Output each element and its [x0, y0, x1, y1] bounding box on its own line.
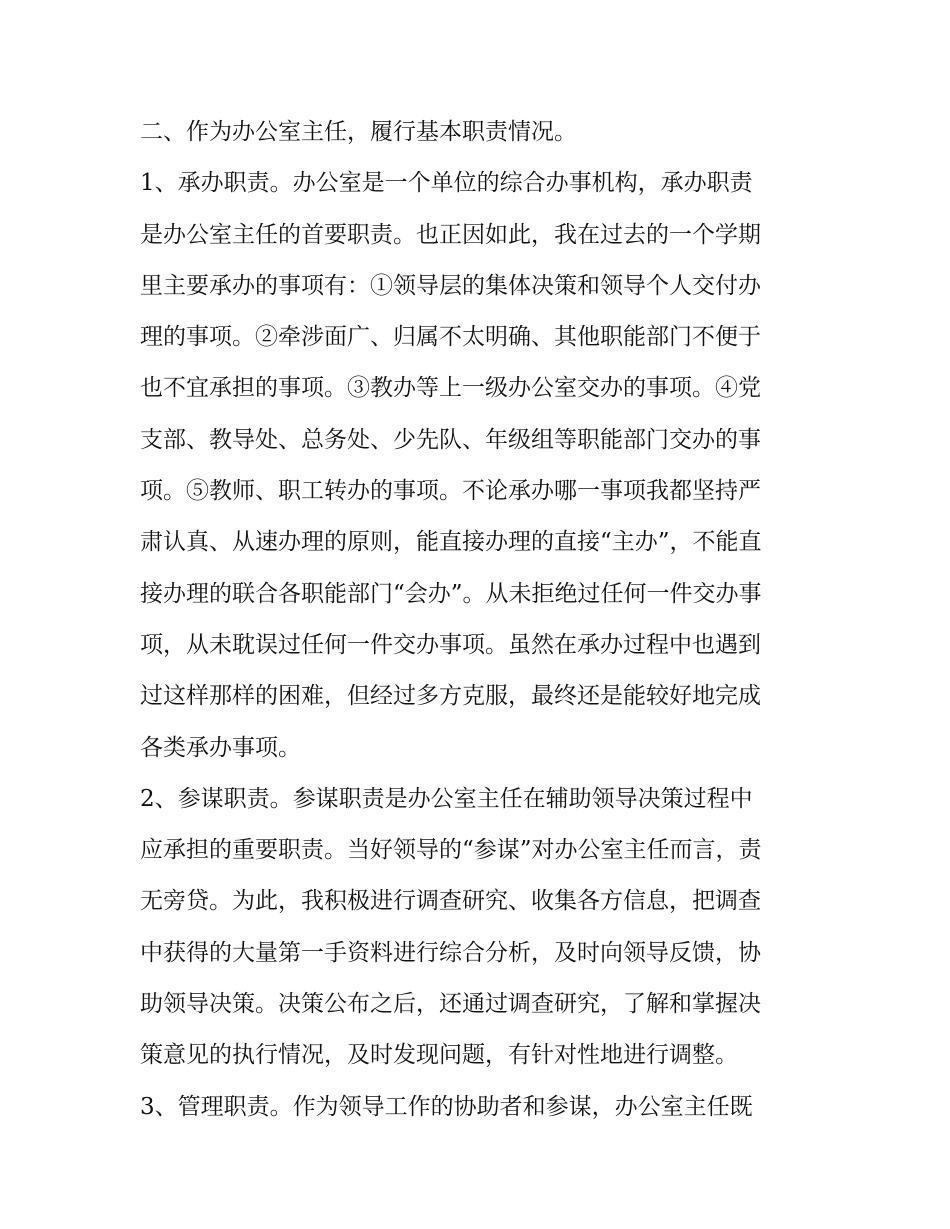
text-line: 项。⑤教师、职工转办的事项。不论承办哪一事项我都坚持严: [140, 478, 761, 505]
text-line: 1、承办职责。办公室是一个单位的综合办事机构，承办职责: [140, 170, 753, 197]
text-line: 理的事项。②牵涉面广、归属不太明确、其他职能部门不便于: [140, 324, 761, 351]
text-line: 是办公室主任的首要职责。也正因如此，我在过去的一个学期: [140, 221, 761, 248]
text-line: 各类承办事项。: [140, 734, 301, 761]
text-line: 项，从未耽误过任何一件交办事项。虽然在承办过程中也遇到: [140, 631, 761, 658]
text-line: 也不宜承担的事项。③教办等上一级办公室交办的事项。④党: [140, 375, 761, 402]
text-line: 肃认真、从速办理的原则，能直接办理的直接“主办”，不能直: [140, 529, 762, 556]
text-line: 无旁贷。为此，我积极进行调查研究、收集各方信息，把调查: [140, 888, 761, 915]
text-line: 3、管理职责。作为领导工作的协助者和参谋，办公室主任既: [140, 1093, 753, 1120]
text-line: 2、参谋职责。参谋职责是办公室主任在辅助领导决策过程中: [140, 785, 753, 812]
text-line: 支部、教导处、总务处、少先队、年级组等职能部门交办的事: [140, 426, 761, 453]
text-line: 应承担的重要职责。当好领导的“参谋”对办公室主任而言，责: [140, 837, 762, 864]
text-line: 助领导决策。决策公布之后，还通过调查研究，了解和掌握决: [140, 991, 761, 1018]
section-heading: 二、作为办公室主任，履行基本职责情况。: [140, 119, 577, 145]
document-body: [140, 107, 840, 1133]
text-line: 策意见的执行情况，及时发现问题，有针对性地进行调整。: [140, 1042, 738, 1069]
text-line: 中获得的大量第一手资料进行综合分析，及时向领导反馈，协: [140, 939, 761, 966]
text-line: 过这样那样的困难，但经过多方克服，最终还是能较好地完成: [140, 683, 761, 710]
text-line: 里主要承办的事项有：①领导层的集体决策和领导个人交付办: [140, 272, 761, 299]
text-line: 接办理的联合各职能部门“会办”。从未拒绝过任何一件交办事: [140, 580, 762, 607]
